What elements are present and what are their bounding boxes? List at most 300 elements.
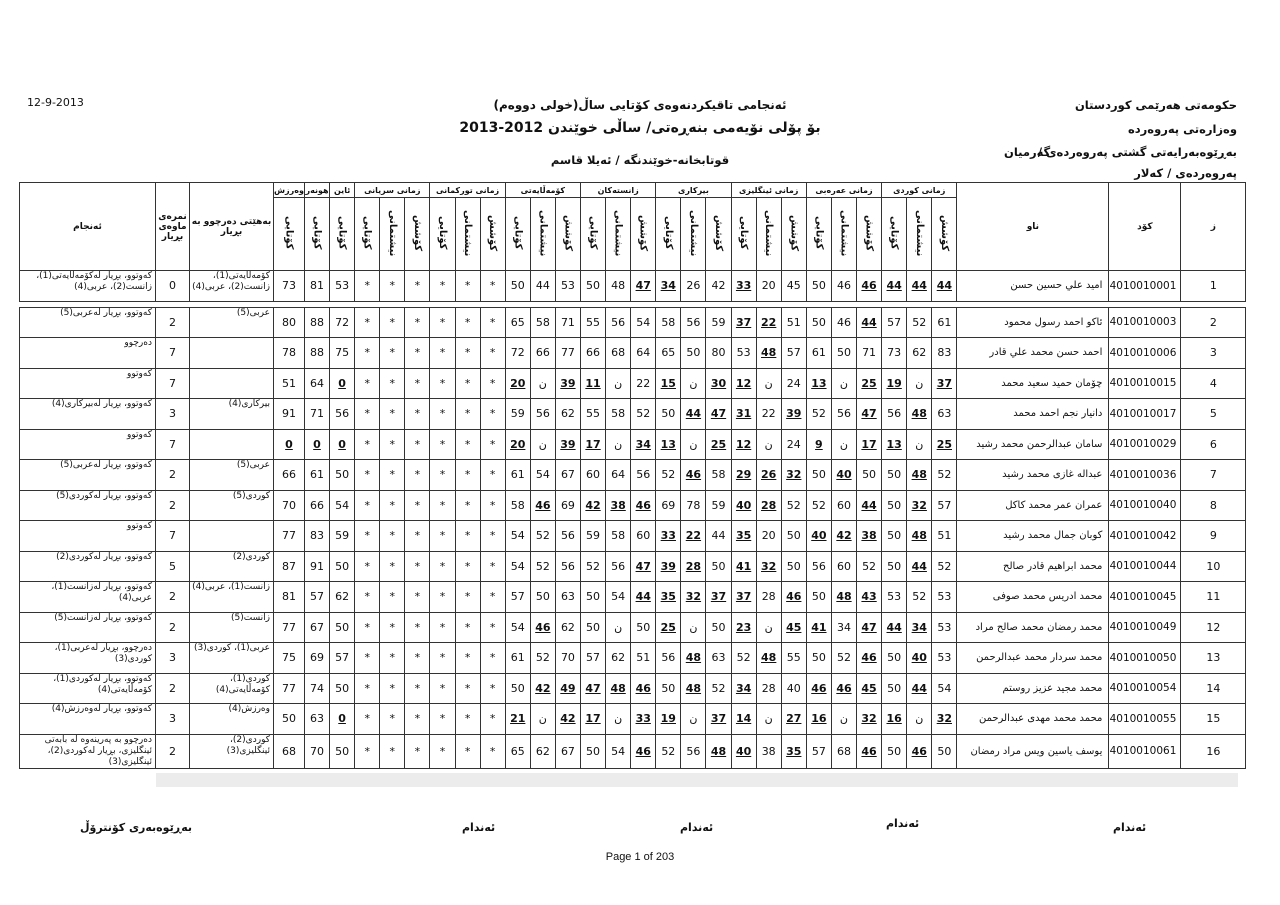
grade-cell: 5 [156, 551, 190, 582]
member-signature: ئەندام [1113, 821, 1147, 834]
score-cell: 83 [932, 338, 957, 369]
student-name-cell: محمد مجید عزیز روستم [957, 673, 1109, 704]
score-cell: * [405, 521, 430, 552]
score-cell: 50 [882, 734, 907, 768]
score-cell: * [380, 307, 405, 338]
score-cell: 67 [304, 612, 329, 643]
subheader-nishtmani [907, 198, 932, 271]
score-cell: 44 [882, 612, 907, 643]
score-cell: 50 [530, 582, 555, 613]
subheader-label: کۆشش [713, 214, 724, 252]
score-cell: 81 [274, 582, 305, 613]
score-cell: * [455, 460, 480, 491]
subheader-kotayi [882, 198, 907, 271]
score-cell: 41 [731, 551, 756, 582]
score-cell: 56 [555, 551, 580, 582]
score-cell: * [480, 673, 505, 704]
table-row [20, 490, 1246, 521]
score-cell: 53 [555, 271, 580, 302]
score-cell: 21 [505, 704, 530, 735]
score-cell: 73 [274, 271, 305, 302]
score-cell: * [480, 612, 505, 643]
score-cell: ن [606, 704, 631, 735]
score-cell: * [380, 704, 405, 735]
score-cell: 57 [580, 643, 605, 674]
score-cell: 62 [606, 643, 631, 674]
score-cell: * [455, 399, 480, 430]
score-cell: 50 [580, 612, 605, 643]
score-cell: * [430, 704, 455, 735]
score-cell: 50 [882, 460, 907, 491]
row-number-cell: 14 [1181, 673, 1246, 704]
score-cell: 46 [857, 643, 882, 674]
table-row [20, 551, 1246, 582]
score-cell: 53 [932, 643, 957, 674]
score-cell: 50 [580, 582, 605, 613]
score-cell: 57 [806, 734, 831, 768]
student-code-cell: 4010010015 [1109, 368, 1181, 399]
row-number-cell: 8 [1181, 490, 1246, 521]
subheader-label: کۆشش [788, 214, 800, 252]
score-cell: 0 [330, 368, 355, 399]
score-cell: * [380, 551, 405, 582]
score-cell: * [380, 399, 405, 430]
score-cell: 35 [781, 734, 806, 768]
score-cell: 59 [505, 399, 530, 430]
score-cell: 46 [907, 734, 932, 768]
score-cell: 52 [656, 460, 681, 491]
score-cell: 55 [580, 307, 605, 338]
score-cell: * [355, 551, 380, 582]
score-cell: * [430, 612, 455, 643]
score-cell: * [355, 734, 380, 768]
score-cell: 48 [681, 643, 706, 674]
score-cell: * [355, 460, 380, 491]
result-cell: کەوتوو [20, 521, 156, 552]
score-cell: 71 [857, 338, 882, 369]
code-column-header: کۆد [1109, 183, 1181, 271]
grade-cell: 2 [156, 612, 190, 643]
score-cell: 61 [505, 643, 530, 674]
school-label: قوتابخانە-خوێندنگە / ئەیلا قاسم [550, 153, 730, 167]
table-row [20, 429, 1246, 460]
table-row [20, 399, 1246, 430]
grade-cell: 7 [156, 368, 190, 399]
score-cell: 44 [706, 521, 731, 552]
score-cell: 39 [555, 368, 580, 399]
score-cell: 50 [330, 673, 355, 704]
score-cell: * [455, 490, 480, 521]
result-cell: کەوتوو [20, 429, 156, 460]
score-cell: * [355, 673, 380, 704]
score-cell: 69 [304, 643, 329, 674]
grade-cell: 7 [156, 338, 190, 369]
score-cell: * [380, 429, 405, 460]
score-cell: 61 [505, 460, 530, 491]
subheader-nishtmani [380, 198, 405, 271]
student-name-cell: محمد سردار محمد عبدالرحمن [957, 643, 1109, 674]
control-manager-signature: بەڕێوەبەری کۆنترۆڵ [80, 821, 192, 834]
student-name-cell: کوبان جمال محمد رشید [957, 521, 1109, 552]
score-cell: 44 [932, 271, 957, 302]
score-cell: 46 [631, 734, 656, 768]
score-cell: * [430, 399, 455, 430]
score-cell: 52 [706, 673, 731, 704]
score-cell: 52 [857, 551, 882, 582]
score-cell: 34 [731, 673, 756, 704]
score-cell: 77 [274, 521, 305, 552]
result-cell: کەوتوو، بڕیار لەبیرکاری(4) [20, 399, 156, 430]
score-cell: * [430, 429, 455, 460]
table-row [20, 307, 1246, 338]
score-cell: 64 [606, 460, 631, 491]
grade-cell: 2 [156, 460, 190, 491]
score-cell: 19 [882, 368, 907, 399]
student-code-cell: 4010010003 [1109, 307, 1181, 338]
score-cell: * [480, 307, 505, 338]
score-cell: * [405, 612, 430, 643]
subheader-nishtmani [530, 198, 555, 271]
score-cell: * [380, 271, 405, 302]
score-cell: 50 [631, 612, 656, 643]
subheader-nishtmani [756, 198, 781, 271]
score-cell: 59 [706, 490, 731, 521]
subheader-label: کۆشش [863, 214, 875, 252]
score-cell: 50 [656, 399, 681, 430]
score-cell: 50 [706, 612, 731, 643]
score-cell: * [480, 521, 505, 552]
score-cell: 50 [806, 271, 831, 302]
student-name-cell: عبداله غازی محمد رشید [957, 460, 1109, 491]
score-cell: 69 [656, 490, 681, 521]
score-cell: 56 [806, 551, 831, 582]
score-cell: 50 [580, 271, 605, 302]
student-code-cell: 4010010054 [1109, 673, 1181, 704]
score-cell: 37 [932, 368, 957, 399]
score-cell: 58 [706, 460, 731, 491]
score-cell: 64 [631, 338, 656, 369]
result-cell: کەوتوو، بڕیار لەکوردی(2) [20, 551, 156, 582]
score-cell: 50 [932, 734, 957, 768]
student-code-cell: 4010010045 [1109, 582, 1181, 613]
score-cell: * [455, 673, 480, 704]
subheader-label: کۆتایی [888, 216, 900, 250]
score-cell: 58 [606, 399, 631, 430]
student-name-cell: ئاکو احمد رسول محمود [957, 307, 1109, 338]
score-cell: 56 [681, 307, 706, 338]
score-cell: 54 [330, 490, 355, 521]
result-cell: کەوتوو، بڕیار لەعربی(5) [20, 460, 156, 491]
score-cell: 13 [882, 429, 907, 460]
score-cell: * [455, 734, 480, 768]
student-code-cell: 4010010036 [1109, 460, 1181, 491]
reason-cell: عربی(5) [190, 460, 274, 491]
score-cell: 50 [806, 582, 831, 613]
score-cell: 63 [304, 704, 329, 735]
score-cell: 14 [731, 704, 756, 735]
subheader-kotayi [505, 198, 530, 271]
subheader-label: کۆتایی [311, 216, 323, 250]
subheader-label: نیشتمانی [838, 209, 850, 257]
score-cell: 53 [731, 338, 756, 369]
table-row [20, 643, 1246, 674]
subheader-kosh [932, 198, 957, 271]
score-cell: ن [831, 368, 856, 399]
row-number-cell: 11 [1181, 582, 1246, 613]
score-cell: * [480, 551, 505, 582]
score-cell: 17 [580, 429, 605, 460]
score-cell: 66 [530, 338, 555, 369]
score-cell: ن [907, 704, 932, 735]
score-cell: 16 [882, 704, 907, 735]
score-cell: 32 [756, 551, 781, 582]
score-cell: * [480, 368, 505, 399]
score-cell: 48 [606, 271, 631, 302]
student-name-cell: عمران عمر محمد کاکل [957, 490, 1109, 521]
score-cell: 81 [304, 271, 329, 302]
score-cell: 57 [505, 582, 530, 613]
score-cell: 55 [781, 643, 806, 674]
score-cell: 77 [274, 612, 305, 643]
row-number-cell: 1 [1181, 271, 1246, 302]
score-cell: 28 [681, 551, 706, 582]
score-cell: 50 [831, 338, 856, 369]
grade-cell: 7 [156, 429, 190, 460]
score-cell: 53 [882, 582, 907, 613]
score-cell: 12 [731, 368, 756, 399]
score-cell: * [455, 338, 480, 369]
score-cell: ن [681, 612, 706, 643]
score-cell: * [405, 704, 430, 735]
score-cell: 52 [731, 643, 756, 674]
score-cell: 48 [706, 734, 731, 768]
score-cell: 46 [631, 673, 656, 704]
score-cell: 66 [304, 490, 329, 521]
score-cell: 75 [274, 643, 305, 674]
result-cell: کەوتوو، بڕیار لەکوردی(5) [20, 490, 156, 521]
row-number-cell: 3 [1181, 338, 1246, 369]
score-cell: * [405, 734, 430, 768]
score-cell: 42 [530, 673, 555, 704]
score-cell: ن [907, 368, 932, 399]
subheader-kotayi [806, 198, 831, 271]
score-cell: 0 [330, 704, 355, 735]
score-cell: 50 [580, 734, 605, 768]
score-cell: 30 [706, 368, 731, 399]
score-cell: 0 [274, 429, 305, 460]
row-number-cell: 16 [1181, 734, 1246, 768]
score-cell: 91 [304, 551, 329, 582]
grade-cell: 2 [156, 490, 190, 521]
score-cell: 28 [756, 673, 781, 704]
score-cell: * [480, 271, 505, 302]
score-cell: 60 [831, 551, 856, 582]
score-cell: 33 [631, 704, 656, 735]
student-code-cell: 4010010001 [1109, 271, 1181, 302]
score-cell: 42 [580, 490, 605, 521]
score-cell: 35 [656, 582, 681, 613]
subheader-kotayi [656, 198, 681, 271]
score-cell: 46 [631, 490, 656, 521]
score-cell: 41 [806, 612, 831, 643]
score-cell: 77 [555, 338, 580, 369]
score-cell: ن [530, 704, 555, 735]
reason-cell [190, 368, 274, 399]
score-cell: * [455, 307, 480, 338]
subheader-label: کۆشش [637, 214, 649, 252]
score-cell: 50 [681, 338, 706, 369]
score-cell: * [430, 460, 455, 491]
subheader-label: کۆشش [938, 214, 950, 252]
score-cell: 37 [731, 582, 756, 613]
row-number-cell: 13 [1181, 643, 1246, 674]
score-cell: 40 [806, 521, 831, 552]
score-cell: * [355, 271, 380, 302]
student-name-cell: چۆمان حمید سعید محمد [957, 368, 1109, 399]
score-cell: * [405, 429, 430, 460]
score-cell: 43 [857, 582, 882, 613]
student-code-cell: 4010010055 [1109, 704, 1181, 735]
student-name-cell: محمد محمد مهدی عبدالرحمن [957, 704, 1109, 735]
score-cell: 27 [781, 704, 806, 735]
member-signature: ئەندام [680, 821, 714, 834]
row-number-cell: 6 [1181, 429, 1246, 460]
subheader-kosh [631, 198, 656, 271]
subheader-label: نیشتمانی [913, 209, 925, 257]
score-cell: 78 [681, 490, 706, 521]
score-cell: * [455, 551, 480, 582]
score-cell: * [380, 368, 405, 399]
score-cell: 56 [555, 521, 580, 552]
score-cell: ن [606, 429, 631, 460]
score-cell: 57 [330, 643, 355, 674]
score-cell: 88 [304, 338, 329, 369]
score-cell: * [405, 582, 430, 613]
score-cell: 70 [274, 490, 305, 521]
subheader-kotayi [274, 198, 305, 271]
score-cell: 47 [857, 612, 882, 643]
score-cell: 54 [606, 582, 631, 613]
score-cell: 50 [330, 551, 355, 582]
subject-header: ئاین [330, 183, 355, 198]
score-cell: 9 [806, 429, 831, 460]
table-row [20, 460, 1246, 491]
row-number-cell: 12 [1181, 612, 1246, 643]
table-row [20, 338, 1246, 369]
score-cell: * [405, 490, 430, 521]
table-row [20, 734, 1246, 768]
score-cell: 44 [907, 673, 932, 704]
score-cell: * [355, 307, 380, 338]
subheader-nishtmani [831, 198, 856, 271]
score-cell: 48 [907, 521, 932, 552]
grade-cell: 3 [156, 704, 190, 735]
score-cell: 52 [932, 460, 957, 491]
score-cell: 44 [631, 582, 656, 613]
government-label: حکومەتی هەرێمی کوردستان [1074, 98, 1237, 112]
score-cell: * [480, 338, 505, 369]
grade-cell: 2 [156, 734, 190, 768]
score-cell: * [380, 460, 405, 491]
score-cell: 52 [806, 490, 831, 521]
score-cell: 40 [831, 460, 856, 491]
reason-cell: وەرزش(4) [190, 704, 274, 735]
score-cell: 57 [304, 582, 329, 613]
grade-cell: 3 [156, 399, 190, 430]
results-table [19, 182, 1246, 769]
score-cell: 44 [907, 271, 932, 302]
result-column-header: ئەنجام [20, 183, 156, 271]
score-cell: * [455, 521, 480, 552]
score-cell: 25 [932, 429, 957, 460]
subheader-label: کۆتایی [283, 216, 295, 250]
score-cell: ن [907, 429, 932, 460]
score-cell: 64 [304, 368, 329, 399]
score-cell: * [430, 521, 455, 552]
score-cell: 28 [756, 582, 781, 613]
score-cell: 32 [907, 490, 932, 521]
result-cell: کەوتوو [20, 368, 156, 399]
score-cell: 63 [555, 582, 580, 613]
score-cell: 26 [756, 460, 781, 491]
score-cell: 52 [530, 643, 555, 674]
score-cell: * [455, 271, 480, 302]
score-cell: 13 [806, 368, 831, 399]
result-cell: کەوتوو، بڕیار لەزانست(1)، عربی(4) [20, 582, 156, 613]
score-cell: 66 [274, 460, 305, 491]
score-cell: 32 [932, 704, 957, 735]
score-cell: 32 [781, 460, 806, 491]
score-cell: 52 [806, 399, 831, 430]
score-cell: * [355, 643, 380, 674]
score-cell: 42 [831, 521, 856, 552]
score-cell: 40 [731, 734, 756, 768]
score-cell: 74 [304, 673, 329, 704]
score-cell: 24 [781, 368, 806, 399]
score-cell: ن [831, 704, 856, 735]
score-cell: 44 [530, 271, 555, 302]
score-cell: * [380, 521, 405, 552]
subject-header: زانستەکان [580, 183, 655, 198]
score-cell: * [380, 490, 405, 521]
score-cell: 71 [555, 307, 580, 338]
score-cell: 47 [706, 399, 731, 430]
score-cell: 60 [580, 460, 605, 491]
score-cell: * [455, 612, 480, 643]
student-code-cell: 4010010040 [1109, 490, 1181, 521]
score-cell: 65 [505, 307, 530, 338]
score-cell: 53 [932, 582, 957, 613]
reason-cell: عربی(1)، کوردی(3) [190, 643, 274, 674]
subheader-label: کۆتایی [361, 216, 373, 250]
score-cell: 44 [882, 271, 907, 302]
score-cell: 40 [731, 490, 756, 521]
score-cell: 26 [681, 271, 706, 302]
page-footer: Page 1 of 203 [605, 851, 675, 863]
student-name-cell: دانیار نجم احمد محمد [957, 399, 1109, 430]
score-cell: 57 [932, 490, 957, 521]
grade-cell: 2 [156, 582, 190, 613]
table-row [20, 521, 1246, 552]
score-cell: * [430, 368, 455, 399]
grade-column-header: نمرەی ماوەی بڕیار [156, 183, 190, 271]
score-cell: 50 [857, 460, 882, 491]
score-cell: 19 [656, 704, 681, 735]
score-cell: * [430, 582, 455, 613]
score-cell: 37 [706, 582, 731, 613]
score-cell: 83 [304, 521, 329, 552]
score-cell: 13 [656, 429, 681, 460]
